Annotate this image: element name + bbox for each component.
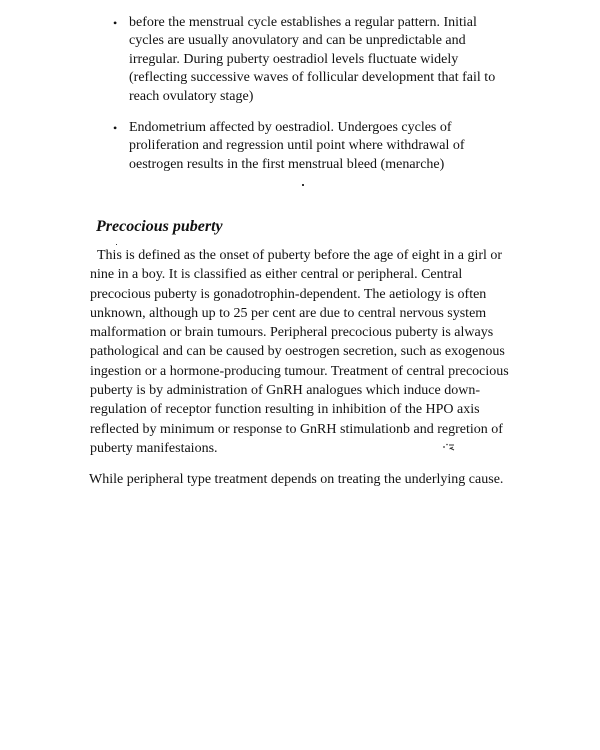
bullet-icon: • (113, 121, 118, 136)
section-heading: Precocious puberty (96, 218, 223, 235)
scan-speck (302, 184, 304, 186)
closing-paragraph: While peripheral type treatment depends on treating the underlying cause. (89, 472, 504, 487)
body-paragraph: This is defined as the onset of puberty before the age of eight in a girl or nine in a boy. It is classified as either central or peripheral. Central precocious puberty is gonadotrophin-dependent. The aetiology is often unknown, although up to 25 per cent are due to central nervous system malformation or brain tumours. Peripheral precocious puberty is always pathological and can be caused by oestrogen secretion, such as exogenous ingestion or a hormone-producing tumour. Treatment of central precocious puberty is by administration of GnRH analogues which induce down-regulation of receptor function resulting in inhibition of the HPO axis reflected by minimum or response to GnRH stimulationb and regretion of puberty manifestaions. (90, 248, 509, 456)
bullet-text: Endometrium affected by oestradiol. Undergoes cycles of proliferation and regression until point where withdrawal of oestrogen results in the first menstrual bleed (menarche) (129, 120, 465, 172)
scan-speck (116, 244, 117, 245)
scan-artifact-icon (442, 442, 456, 452)
bullet-list (110, 14, 505, 187)
bullet-icon: • (113, 16, 118, 30)
bullet-item-menstrual-cycle (110, 14, 505, 106)
bullet-item-endometrium (110, 119, 505, 174)
bullet-text: before the menstrual cycle establishes a regular pattern. Initial cycles are usually anovulatory and can be unpredictable and irregular. During puberty oestradiol levels fluctuate widely (reflecting successive waves of follicular development that fail to reach ovulatory stage) (129, 15, 496, 104)
